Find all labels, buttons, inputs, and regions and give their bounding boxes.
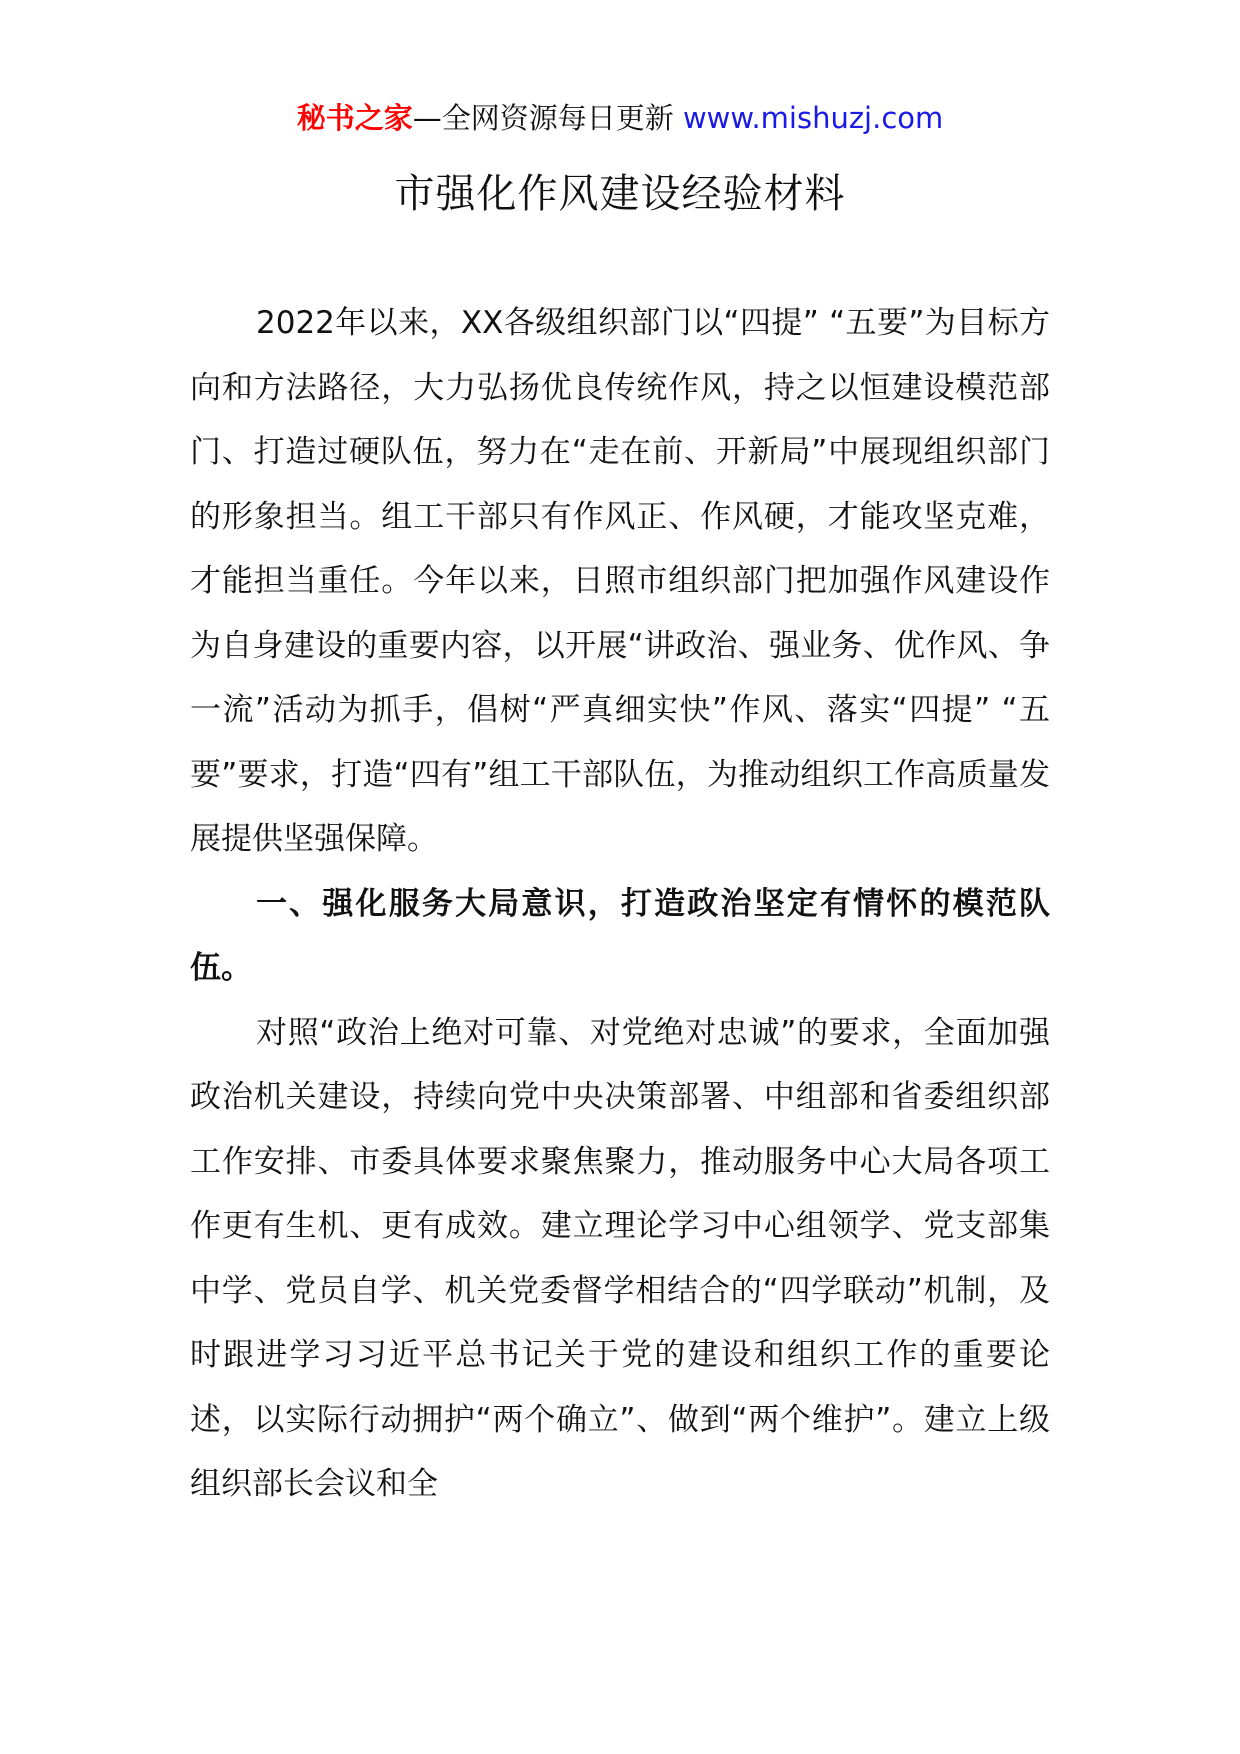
document-title: 市强化作风建设经验材料 bbox=[394, 171, 846, 217]
intro-paragraph: 2022年以来，XX各级组织部门以“四提” “五要”为目标方向和方法路径，大力弘扬优良传统作风，持之以恒建设模范部门、打造过硬队伍，努力在“走在前、开新局”中展现组织部门的形象担当。组工干部只有作风正、作风硬，才能攻坚克难，才能担当重任。今年以来，日照市组织部门把加强作风建设作为自身建设的重要内容，以开展“讲政治、强业务、优作风、争一流”活动为抓手，倡树“严真细实快”作风、落实“四提” “五要”要求，打造“四有”组工干部队伍，为推动组织工作高质量发展提供坚强保障。 bbox=[190, 305, 1050, 857]
document-body bbox=[190, 291, 1050, 1517]
section-heading-1: 一、强化服务大局意识，打造政治坚定有情怀的模范队伍。 bbox=[190, 885, 1050, 986]
header-slogan: —全网资源每日更新 bbox=[412, 101, 674, 135]
section-paragraph-1: 对照“政治上绝对可靠、对党绝对忠诚”的要求，全面加强政治机关建设，持续向党中央决策部署、中组部和省委组织部工作安排、市委具体要求聚焦聚力，推动服务中心大局各项工作更有生机、更有成效。建立理论学习中心组领学、党支部集中学、党员自学、机关党委督学相结合的“四学联动”机制，及时跟进学习习近平总书记关于党的建设和组织工作的重要论述，以实际行动拥护“两个确立”、做到“两个维护”。建立上级组织部长会议和全 bbox=[190, 1014, 1050, 1502]
site-url-link[interactable]: www.mishuzj.com bbox=[682, 101, 944, 135]
brand-name: 秘书之家 bbox=[296, 101, 413, 135]
site-header bbox=[0, 98, 1240, 138]
